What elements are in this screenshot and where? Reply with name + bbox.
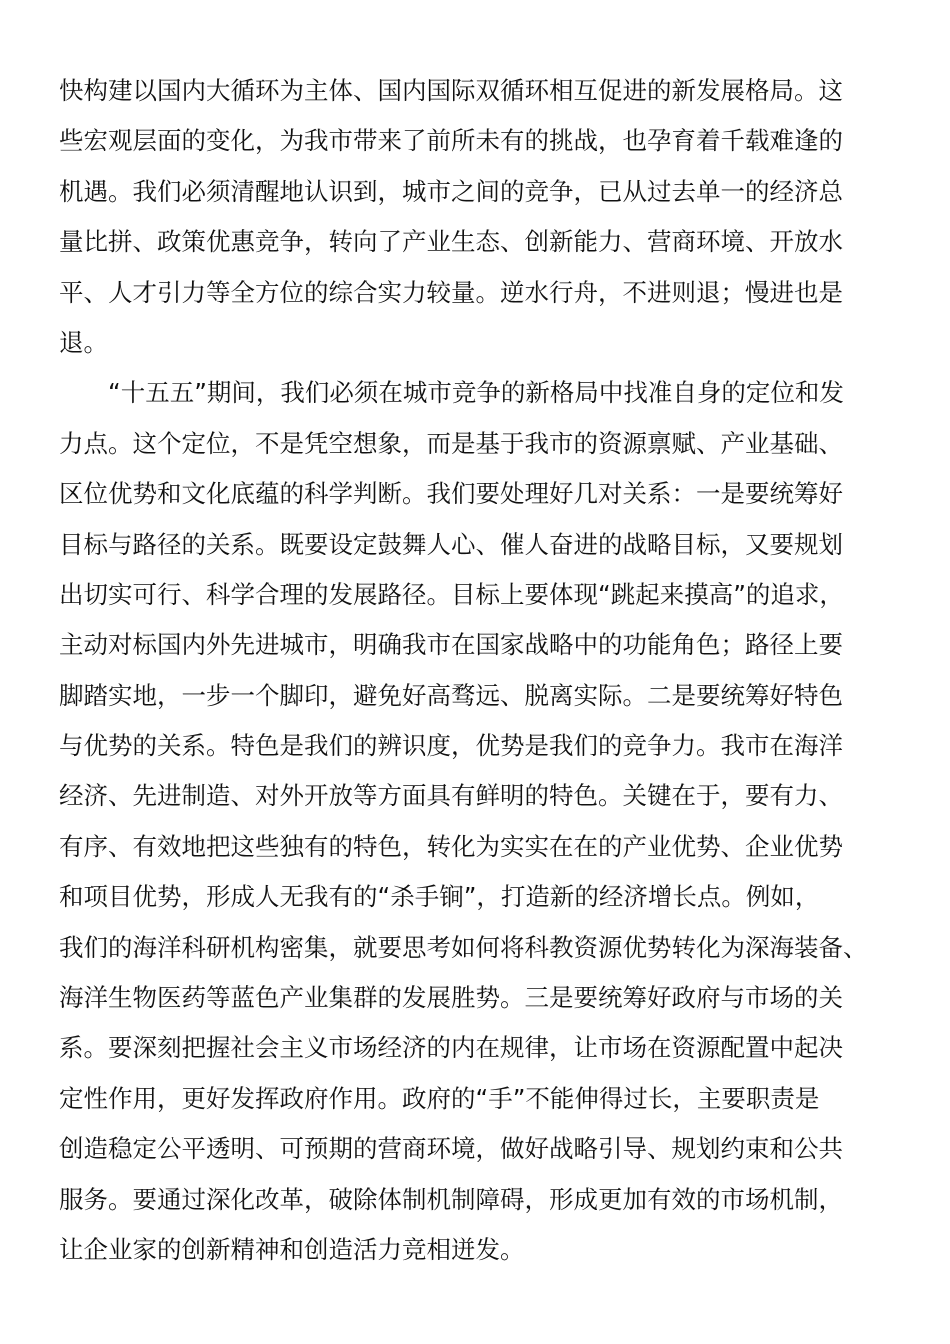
- text-line: 与优势的关系。特色是我们的辨识度，优势是我们的竞争力。我市在海洋: [59, 731, 843, 761]
- text-lines: [59, 66, 889, 1275]
- text-line: 区位优势和文化底蕴的科学判断。我们要处理好几对关系：一是要统筹好: [59, 479, 843, 509]
- document-body: [59, 66, 889, 1275]
- text-line: 脚踏实地，一步一个脚印，避免好高骛远、脱离实际。二是要统筹好特色: [59, 680, 843, 710]
- text-line: 和项目优势，形成人无我有的“杀手锏”，打造新的经济增长点。例如，: [59, 882, 820, 912]
- text-line: 出切实可行、科学合理的发展路径。目标上要体现“跳起来摸高”的追求，: [59, 579, 844, 609]
- text-line: 力点。这个定位，不是凭空想象，而是基于我市的资源禀赋、产业基础、: [59, 428, 843, 458]
- text-line: 定性作用，更好发挥政府作用。政府的“手”不能伸得过长，主要职责是: [59, 1083, 820, 1113]
- text-line: 目标与路径的关系。既要设定鼓舞人心、催人奋进的战略目标，又要规划: [59, 529, 843, 559]
- text-line: 创造稳定公平透明、可预期的营商环境，做好战略引导、规划约束和公共: [59, 1134, 843, 1164]
- text-line: 平、人才引力等全方位的综合实力较量。逆水行舟，不进则退；慢进也是: [59, 277, 843, 307]
- text-line: 退。: [59, 327, 108, 357]
- text-line: “十五五”期间，我们必须在城市竞争的新格局中找准自身的定位和发: [59, 378, 844, 408]
- text-line: 主动对标国内外先进城市，明确我市在国家战略中的功能角色；路径上要: [59, 630, 843, 660]
- text-line: 服务。要通过深化改革，破除体制机制障碍，形成更加有效的市场机制，: [59, 1184, 843, 1214]
- text-line: 海洋生物医药等蓝色产业集群的发展胜势。三是要统筹好政府与市场的关: [59, 983, 843, 1013]
- text-line: 经济、先进制造、对外开放等方面具有鲜明的特色。关键在于，要有力、: [59, 781, 843, 811]
- text-line: 系。要深刻把握社会主义市场经济的内在规律，让市场在资源配置中起决: [59, 1033, 843, 1063]
- text-line: 有序、有效地把这些独有的特色，转化为实实在在的产业优势、企业优势: [59, 831, 843, 861]
- text-line: 快构建以国内大循环为主体、国内国际双循环相互促进的新发展格局。这: [59, 76, 843, 105]
- text-line: 我们的海洋科研机构密集，就要思考如何将科教资源优势转化为深海装备、: [59, 932, 868, 962]
- text-line: 让企业家的创新精神和创造活力竞相迸发。: [59, 1234, 525, 1264]
- text-line: 机遇。我们必须清醒地认识到，城市之间的竞争，已从过去单一的经济总: [59, 176, 843, 206]
- text-line: 量比拼、政策优惠竞争，转向了产业生态、创新能力、营商环境、开放水: [59, 227, 843, 257]
- text-line: 些宏观层面的变化，为我市带来了前所未有的挑战，也孕育着千载难逢的: [59, 126, 843, 156]
